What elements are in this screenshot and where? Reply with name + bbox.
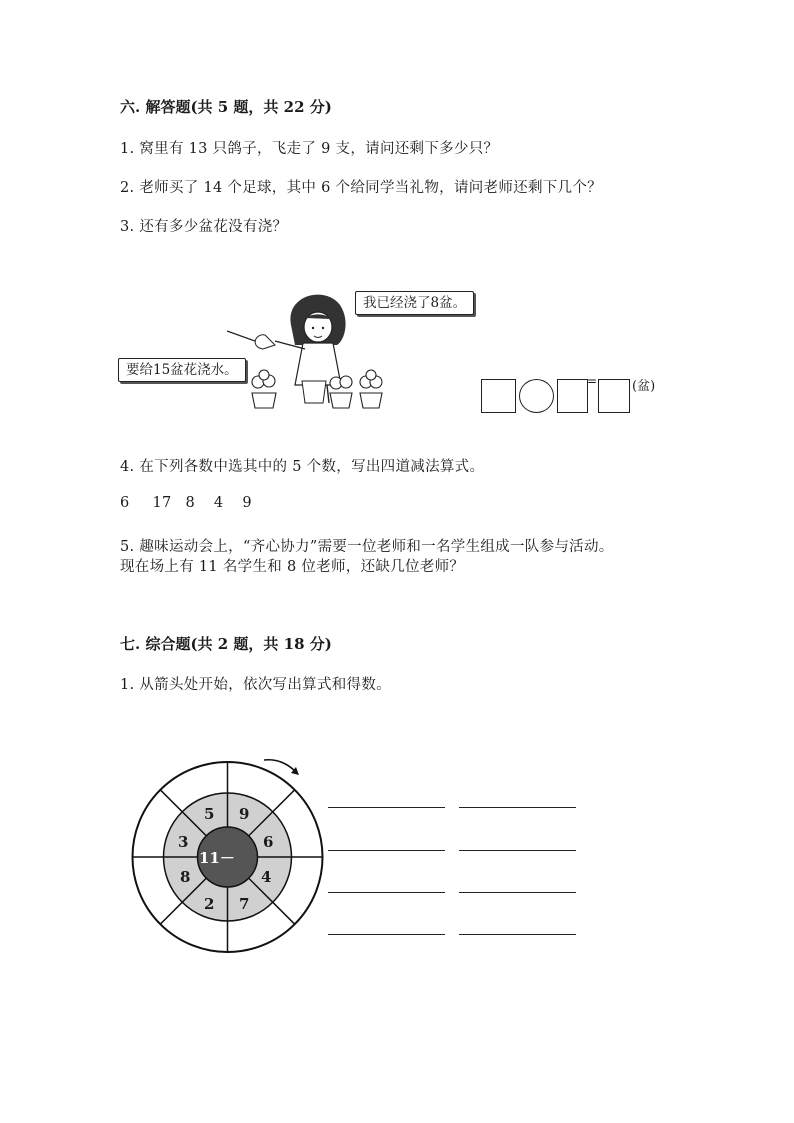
question-1: 1. 窝里有 13 只鸽子，飞走了 9 支，请问还剩下多少只？ [120,141,499,157]
number-item: 9 [242,495,252,511]
answer-line[interactable] [328,850,445,851]
equals-sign: = [587,374,598,388]
answer-box-3[interactable] [598,379,630,413]
section7-title: 七. 综合题(共 2 题，共 18 分) [120,635,332,653]
number-item: 8 [185,495,195,511]
answer-box-2[interactable] [557,379,588,413]
operator-circle[interactable] [519,379,554,413]
wheel-number: 9 [239,805,250,823]
section6-title: 六. 解答题(共 5 题，共 22 分) [120,98,332,116]
wheel-number: 6 [263,833,274,851]
question-4: 4. 在下列各数中选其中的 5 个数，写出四道减法算式。 [120,459,485,475]
answer-line[interactable] [328,807,445,808]
question-3: 3. 还有多少盆花没有浇？ [120,219,288,235]
answer-line[interactable] [328,934,445,935]
section7-question-1: 1. 从箭头处开始，依次写出算式和得数。 [120,677,391,693]
question-5-line2: 现在场上有 11 名学生和 8 位老师，还缺几位老师？ [120,559,465,575]
unit-label: (盆) [632,379,656,394]
answer-line[interactable] [459,850,576,851]
number-item: 4 [213,495,224,511]
question-2: 2. 老师买了 14 个足球，其中 6 个给同学当礼物，请问老师还剩下几个？ [120,180,602,196]
wheel-number: 2 [204,895,215,913]
wheel-number: 4 [261,868,272,886]
wheel-number: 8 [180,868,191,886]
number-item: 6 [120,495,130,511]
wheel-center-label: 11－ [199,849,235,867]
left-speech-bubble: 要给15盆花浇水。 [118,358,246,382]
direction-arrow-icon [260,752,305,782]
answer-box-1[interactable] [481,379,516,413]
number-item: 17 [152,495,172,511]
answer-line[interactable] [459,934,576,935]
answer-line[interactable] [459,892,576,893]
answer-line[interactable] [328,892,445,893]
number-list [120,495,252,511]
girl-speech-bubble: 我已经浇了8盆。 [355,291,474,315]
question-5-line1: 5. 趣味运动会上，“齐心协力”需要一位老师和一名学生组成一队参与活动。 [120,539,614,555]
wheel-number: 3 [178,833,189,851]
wheel-number: 7 [239,895,250,913]
wheel-number: 5 [204,805,215,823]
answer-line[interactable] [459,807,576,808]
